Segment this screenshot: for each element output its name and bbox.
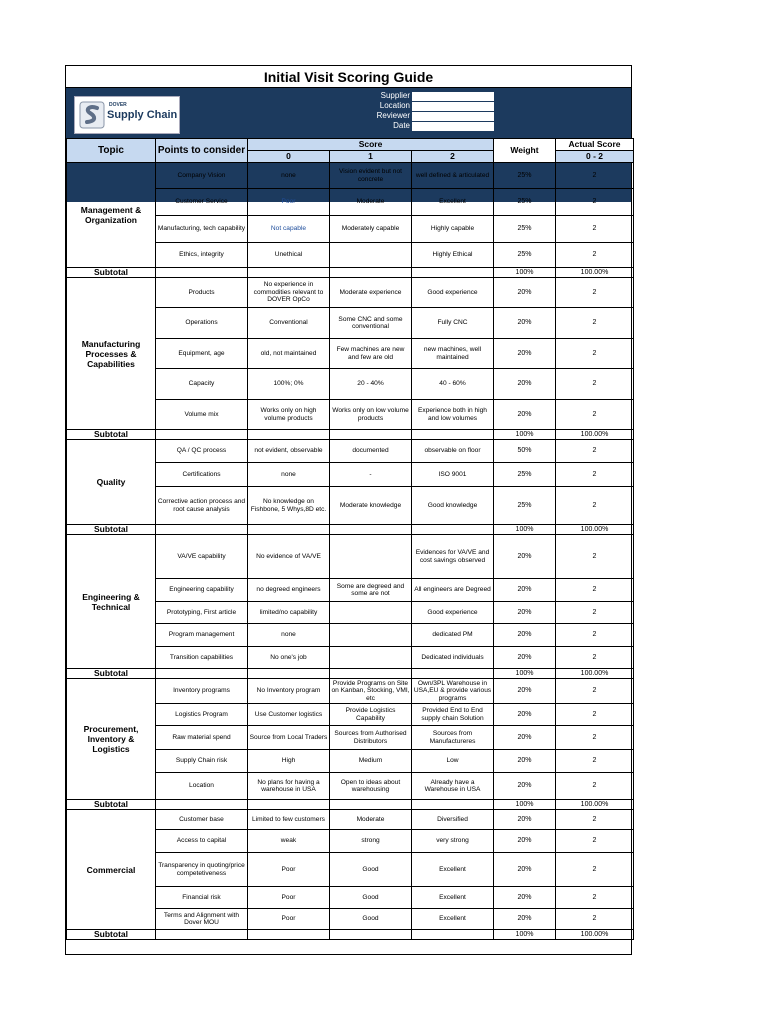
subtotal-weight: 100% <box>494 268 556 278</box>
score-1-cell: Some are degreed and some are not <box>330 579 412 602</box>
location-field[interactable] <box>412 102 494 111</box>
score-1-cell <box>330 602 412 624</box>
point-cell: Inventory programs <box>156 679 248 704</box>
score-1-cell <box>330 243 412 268</box>
subtotal-row <box>67 430 634 440</box>
subtotal-blank <box>248 268 330 278</box>
table-row <box>67 163 634 189</box>
score-2-cell: Highly capable <box>412 216 494 243</box>
score-0-cell: Poor <box>248 909 330 930</box>
point-cell: Company Vision <box>156 163 248 189</box>
table-row <box>67 810 634 830</box>
score-1-cell: documented <box>330 440 412 463</box>
score-2-cell: Sources from Manufactureres <box>412 726 494 750</box>
subtotal-blank <box>412 525 494 535</box>
actual-score-cell[interactable]: 2 <box>556 679 634 704</box>
subtotal-blank <box>412 669 494 679</box>
point-cell: Customer base <box>156 810 248 830</box>
subtotal-blank <box>412 268 494 278</box>
score-2-cell: Dedicated individuals <box>412 647 494 669</box>
actual-score-cell[interactable]: 2 <box>556 726 634 750</box>
point-cell: Capacity <box>156 369 248 400</box>
score-1-cell: Some CNC and some conventional <box>330 308 412 339</box>
subtotal-blank <box>412 930 494 940</box>
actual-score-cell[interactable]: 2 <box>556 909 634 930</box>
supply-chain-logo <box>74 96 180 134</box>
actual-score-cell[interactable]: 2 <box>556 278 634 308</box>
score-2-cell: Low <box>412 750 494 773</box>
score-0-cell: none <box>248 624 330 647</box>
actual-score-cell[interactable]: 2 <box>556 369 634 400</box>
logo-brand: DOVER <box>109 102 127 108</box>
actual-score-header: Actual Score <box>556 139 634 151</box>
score-0-cell: not evident, observable <box>248 440 330 463</box>
score-2-cell: Excellent <box>412 887 494 909</box>
score-1-cell: Moderate <box>330 810 412 830</box>
score-1-cell: Good <box>330 909 412 930</box>
weight-cell[interactable]: 20% <box>494 579 556 602</box>
score-0-cell: none <box>248 163 330 189</box>
score-1-cell: strong <box>330 830 412 853</box>
weight-cell[interactable]: 20% <box>494 679 556 704</box>
actual-score-cell[interactable]: 2 <box>556 243 634 268</box>
point-cell: Program management <box>156 624 248 647</box>
scoring-sheet <box>65 65 632 955</box>
score-2-cell: Fully CNC <box>412 308 494 339</box>
subtotal-blank <box>156 930 248 940</box>
point-cell: Equipment, age <box>156 339 248 369</box>
subtotal-blank <box>248 525 330 535</box>
actual-score-cell[interactable]: 2 <box>556 535 634 579</box>
point-cell: Transition capabilities <box>156 647 248 669</box>
actual-score-cell[interactable]: 2 <box>556 339 634 369</box>
weight-cell[interactable]: 20% <box>494 535 556 579</box>
table-row <box>67 679 634 704</box>
score-2-cell: Excellent <box>412 853 494 887</box>
point-cell: VA/VE capability <box>156 535 248 579</box>
table-row <box>67 278 634 308</box>
point-cell: Customer Service <box>156 189 248 216</box>
score-0-cell: Works only on high volume products <box>248 400 330 430</box>
score-1-cell: 20 - 40% <box>330 369 412 400</box>
score-2-cell: All engineers are Degreed <box>412 579 494 602</box>
weight-cell[interactable]: 20% <box>494 909 556 930</box>
point-cell: Certifications <box>156 463 248 487</box>
weight-header: Weight <box>494 139 556 163</box>
weight-cell[interactable]: 20% <box>494 602 556 624</box>
score-2-cell: dedicated PM <box>412 624 494 647</box>
weight-cell[interactable]: 20% <box>494 773 556 800</box>
score-1-header: 1 <box>330 151 412 163</box>
subtotal-actual: 100.00% <box>556 430 634 440</box>
points-header: Points to consider <box>156 139 248 163</box>
score-0-cell: none <box>248 463 330 487</box>
score-2-cell: Highly Ethical <box>412 243 494 268</box>
actual-score-cell[interactable]: 2 <box>556 440 634 463</box>
subtotal-weight: 100% <box>494 930 556 940</box>
point-cell: QA / QC process <box>156 440 248 463</box>
subtotal-blank <box>248 430 330 440</box>
point-cell: Ethics, integrity <box>156 243 248 268</box>
score-1-cell: Provide Logistics Capability <box>330 704 412 726</box>
subtotal-blank <box>156 268 248 278</box>
score-2-cell: Excellent <box>412 189 494 216</box>
score-2-cell: Diversified <box>412 810 494 830</box>
weight-cell[interactable]: 20% <box>494 400 556 430</box>
actual-score-cell[interactable]: 2 <box>556 830 634 853</box>
score-2-cell: Evidences for VA/VE and cost savings observed <box>412 535 494 579</box>
actual-score-cell[interactable]: 2 <box>556 887 634 909</box>
score-2-cell: Good experience <box>412 602 494 624</box>
score-0-cell: Conventional <box>248 308 330 339</box>
topic-cell: Engineering & Technical <box>67 535 156 669</box>
score-2-cell: Own/3PL Warehouse in USA,EU & provide various programs <box>412 679 494 704</box>
subtotal-weight: 100% <box>494 525 556 535</box>
weight-cell[interactable]: 25% <box>494 243 556 268</box>
score-1-cell: Works only on low volume products <box>330 400 412 430</box>
weight-cell[interactable]: 25% <box>494 487 556 525</box>
actual-score-cell[interactable]: 2 <box>556 308 634 339</box>
subtotal-blank <box>156 669 248 679</box>
subtotal-blank <box>248 800 330 810</box>
score-0-cell: Poor <box>248 189 330 216</box>
point-cell: Volume mix <box>156 400 248 430</box>
actual-score-cell[interactable]: 2 <box>556 773 634 800</box>
actual-score-cell[interactable]: 2 <box>556 189 634 216</box>
topic-cell: Commercial <box>67 810 156 930</box>
dover-logo-icon <box>79 101 105 129</box>
weight-cell[interactable]: 20% <box>494 726 556 750</box>
subtotal-blank <box>156 800 248 810</box>
point-cell: Operations <box>156 308 248 339</box>
subtotal-blank <box>412 800 494 810</box>
actual-score-cell[interactable]: 2 <box>556 704 634 726</box>
subtotal-weight: 100% <box>494 800 556 810</box>
score-1-cell: Good <box>330 887 412 909</box>
score-1-cell: Medium <box>330 750 412 773</box>
point-cell: Corrective action process and root cause analysis <box>156 487 248 525</box>
score-2-cell: Excellent <box>412 909 494 930</box>
topic-cell: Manufacturing Processes & Capabilities <box>67 278 156 430</box>
point-cell: Financial risk <box>156 887 248 909</box>
subtotal-actual: 100.00% <box>556 525 634 535</box>
actual-score-cell[interactable]: 2 <box>556 602 634 624</box>
score-1-cell: - <box>330 463 412 487</box>
score-1-cell: Moderate knowledge <box>330 487 412 525</box>
point-cell: Logistics Program <box>156 704 248 726</box>
score-1-cell <box>330 535 412 579</box>
subtotal-row <box>67 525 634 535</box>
table-row <box>67 535 634 579</box>
subtotal-blank <box>330 669 412 679</box>
topic-cell: Quality <box>67 440 156 525</box>
subtotal-actual: 100.00% <box>556 800 634 810</box>
score-2-cell: observable on floor <box>412 440 494 463</box>
score-1-cell: Provide Programs on Site on Kanban, Stocking, VMI, etc <box>331 679 410 702</box>
weight-cell[interactable]: 25% <box>494 463 556 487</box>
logo-name: Supply Chain <box>107 109 178 121</box>
point-cell: Manufacturing, tech capability <box>156 216 248 243</box>
weight-cell[interactable]: 20% <box>494 278 556 308</box>
scoring-table <box>66 138 634 940</box>
subtotal-blank <box>412 430 494 440</box>
score-2-cell: 40 - 60% <box>412 369 494 400</box>
page-title: Initial Visit Scoring Guide <box>66 66 631 88</box>
subtotal-actual: 100.00% <box>556 930 634 940</box>
score-0-cell: No evidence of VA/VE <box>248 535 330 579</box>
score-0-cell: Poor <box>248 853 330 887</box>
score-0-cell: Not capable <box>248 216 330 243</box>
point-cell: Location <box>156 773 248 800</box>
actual-score-cell[interactable]: 2 <box>556 163 634 189</box>
score-2-cell: well defined & articulated <box>412 163 494 189</box>
score-1-cell: Open to ideas about warehousing <box>330 773 412 800</box>
weight-cell[interactable]: 25% <box>494 216 556 243</box>
subtotal-blank <box>330 800 412 810</box>
subtotal-row <box>67 800 634 810</box>
weight-cell[interactable]: 20% <box>494 887 556 909</box>
weight-cell[interactable]: 20% <box>494 624 556 647</box>
subtotal-label: Subtotal <box>67 525 156 535</box>
score-0-cell: Use Customer logistics <box>248 704 330 726</box>
subtotal-weight: 100% <box>494 669 556 679</box>
subtotal-blank <box>330 268 412 278</box>
weight-cell[interactable]: 20% <box>494 810 556 830</box>
point-cell: Terms and Alignment with Dover MOU <box>156 909 248 930</box>
weight-cell[interactable]: 20% <box>494 308 556 339</box>
weight-cell[interactable]: 50% <box>494 440 556 463</box>
score-1-cell: Few machines are new and few are old <box>330 339 412 369</box>
score-0-cell: No Inventory program <box>248 679 330 704</box>
score-0-cell: old, not maintained <box>248 339 330 369</box>
date-field[interactable] <box>412 122 494 131</box>
score-0-cell: High <box>248 750 330 773</box>
weight-cell[interactable]: 20% <box>494 830 556 853</box>
score-1-cell: Good <box>330 853 412 887</box>
score-header: Score <box>248 139 494 151</box>
weight-cell[interactable]: 20% <box>494 369 556 400</box>
point-cell: Prototyping, First article <box>156 602 248 624</box>
actual-score-cell[interactable]: 2 <box>556 216 634 243</box>
score-0-cell: Limited to few customers <box>248 810 330 830</box>
weight-cell[interactable]: 25% <box>494 189 556 216</box>
subtotal-blank <box>156 430 248 440</box>
score-2-header: 2 <box>412 151 494 163</box>
date-label: Date <box>393 121 410 130</box>
supplier-label: Supplier <box>380 91 410 100</box>
subtotal-row <box>67 669 634 679</box>
score-2-cell: Good experience <box>412 278 494 308</box>
table-row <box>67 440 634 463</box>
weight-cell[interactable]: 20% <box>494 339 556 369</box>
subtotal-weight: 100% <box>494 430 556 440</box>
point-cell: Supply Chain risk <box>156 750 248 773</box>
point-cell: Raw material spend <box>156 726 248 750</box>
reviewer-label: Reviewer <box>376 111 410 120</box>
subtotal-label: Subtotal <box>67 800 156 810</box>
supplier-field[interactable] <box>412 92 494 101</box>
subtotal-blank <box>330 930 412 940</box>
score-2-cell: very strong <box>412 830 494 853</box>
score-1-cell: Moderate experience <box>330 278 412 308</box>
weight-cell[interactable]: 20% <box>494 704 556 726</box>
actual-score-cell[interactable]: 2 <box>556 579 634 602</box>
table-body <box>67 163 634 940</box>
location-label: Location <box>379 101 410 110</box>
score-2-cell: ISO 9001 <box>412 463 494 487</box>
score-0-cell: No plans for having a warehouse in USA <box>248 773 330 800</box>
weight-cell[interactable]: 20% <box>494 853 556 887</box>
score-0-cell: 100%; 0% <box>248 369 330 400</box>
score-range-header: 0 - 2 <box>556 151 634 163</box>
subtotal-label: Subtotal <box>67 669 156 679</box>
point-cell: Access to capital <box>156 830 248 853</box>
topic-cell: Management & Organization <box>67 163 156 268</box>
subtotal-label: Subtotal <box>67 268 156 278</box>
reviewer-field[interactable] <box>412 112 494 121</box>
subtotal-blank <box>156 525 248 535</box>
subtotal-actual: 100.00% <box>556 669 634 679</box>
subtotal-label: Subtotal <box>67 430 156 440</box>
score-0-cell: No experience in commodities relevant to DOVER OpCo <box>248 278 330 308</box>
subtotal-blank <box>330 430 412 440</box>
subtotal-row <box>67 268 634 278</box>
subtotal-row <box>67 930 634 940</box>
score-2-cell: new machines, well maintained <box>412 339 494 369</box>
score-0-cell: limited/no capability <box>248 602 330 624</box>
score-0-cell: Source from Local Traders <box>248 726 330 750</box>
score-2-cell: Provided End to End supply chain Solution <box>412 704 494 726</box>
topic-cell: Procurement, Inventory & Logistics <box>67 679 156 800</box>
subtotal-blank <box>330 525 412 535</box>
topic-header: Topic <box>67 139 156 163</box>
actual-score-cell[interactable]: 2 <box>556 400 634 430</box>
subtotal-label: Subtotal <box>67 930 156 940</box>
score-2-cell: Good knowledge <box>412 487 494 525</box>
score-1-cell: Sources from Authorised Distributors <box>330 726 412 750</box>
point-cell: Products <box>156 278 248 308</box>
score-1-cell: Moderately capable <box>330 216 412 243</box>
point-cell: Engineering capability <box>156 579 248 602</box>
score-0-cell: Poor <box>248 887 330 909</box>
score-0-cell: weak <box>248 830 330 853</box>
actual-score-cell[interactable]: 2 <box>556 853 634 887</box>
actual-score-cell[interactable]: 2 <box>556 750 634 773</box>
score-0-cell: No knowledge on Fishbone, 5 Whys,8D etc. <box>248 487 330 525</box>
score-2-cell: Already have a Warehouse in USA <box>412 773 494 800</box>
subtotal-blank <box>248 930 330 940</box>
point-cell: Transparency in quoting/price competetiveness <box>156 853 248 887</box>
actual-score-cell[interactable]: 2 <box>556 487 634 525</box>
weight-cell[interactable]: 25% <box>494 163 556 189</box>
weight-cell[interactable]: 20% <box>494 647 556 669</box>
score-1-cell <box>330 647 412 669</box>
weight-cell[interactable]: 20% <box>494 750 556 773</box>
score-0-header: 0 <box>248 151 330 163</box>
score-0-cell: Unethical <box>248 243 330 268</box>
score-1-cell: Moderate <box>330 189 412 216</box>
actual-score-cell[interactable]: 2 <box>556 463 634 487</box>
actual-score-cell[interactable]: 2 <box>556 647 634 669</box>
subtotal-blank <box>248 669 330 679</box>
score-0-cell: no degreed engineers <box>248 579 330 602</box>
subtotal-actual: 100.00% <box>556 268 634 278</box>
actual-score-cell[interactable]: 2 <box>556 624 634 647</box>
score-2-cell: Experience both in high and low volumes <box>412 400 494 430</box>
score-1-cell: Vision evident but not concrete <box>330 163 412 189</box>
actual-score-cell[interactable]: 2 <box>556 810 634 830</box>
score-0-cell: No one's job <box>248 647 330 669</box>
score-1-cell <box>330 624 412 647</box>
